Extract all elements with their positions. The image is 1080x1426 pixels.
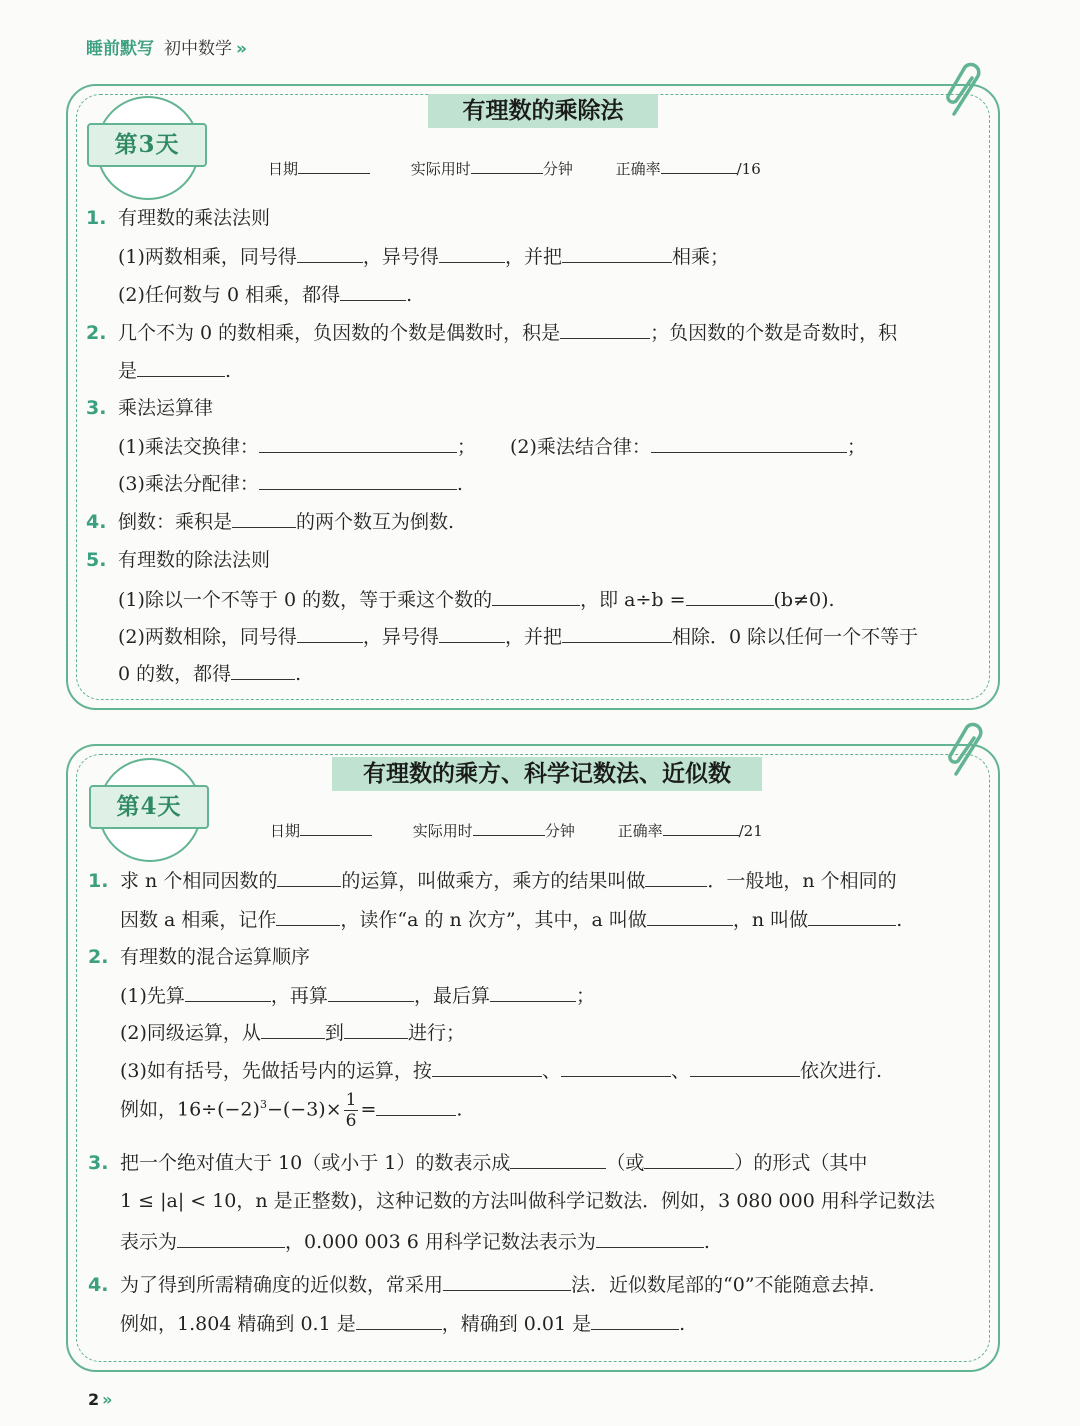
accuracy-field[interactable]: [663, 821, 739, 836]
chevron-icon: »: [236, 39, 247, 59]
question-2-part-3: (3)如有括号，先做括号内的运算，按 、 、 依次进行.: [120, 1060, 882, 1082]
answer-blank[interactable]: [510, 1150, 606, 1169]
answer-blank[interactable]: [432, 1058, 542, 1077]
answer-blank[interactable]: [340, 282, 406, 301]
question-5: 5. 有理数的除法法则: [86, 549, 271, 571]
day-badge-label: 第3天: [87, 123, 207, 167]
answer-blank[interactable]: [259, 471, 457, 490]
progress-row: 日期 实际用时 分钟 正确率 /21: [270, 822, 763, 840]
answer-blank[interactable]: [297, 244, 363, 263]
answer-blank[interactable]: [490, 983, 576, 1002]
progress-row: 日期 实际用时 分钟 正确率 /16: [268, 160, 761, 178]
header-brand: 睡前默写: [86, 39, 154, 59]
answer-blank[interactable]: [562, 244, 672, 263]
question-2-part-2: (2)同级运算，从 到 进行；: [120, 1022, 465, 1044]
day-badge: [89, 758, 209, 858]
question-3-part-3: (3)乘法分配律： .: [118, 473, 463, 495]
question-2-part-1: (1)先算 ，再算 ，最后算 ；: [120, 985, 595, 1007]
answer-blank[interactable]: [356, 1311, 442, 1330]
question-1: 1. 求 n 个相同因数的 的运算，叫做乘方，乘方的结果叫做 ．一般地，n 个相同的: [88, 870, 897, 892]
answer-blank[interactable]: [297, 624, 363, 643]
question-2: 2. 几个不为 0 的数相乘，负因数的个数是偶数时，积是 ；负因数的个数是奇数时，积: [86, 322, 898, 344]
accuracy-field[interactable]: [661, 159, 737, 174]
question-5-part-1: (1)除以一个不等于 0 的数，等于乘这个数的 ，即 a÷b = (b≠0).: [118, 589, 835, 611]
answer-blank[interactable]: [561, 1058, 671, 1077]
question-4: 4. 倒数：乘积是 的两个数互为倒数.: [86, 511, 455, 533]
answer-blank[interactable]: [808, 907, 896, 926]
answer-blank[interactable]: [596, 1229, 704, 1248]
chevron-icon: »: [102, 1390, 113, 1409]
question-3-cont-2: 表示为 ，0.000 003 6 用科学记数法表示为 .: [120, 1231, 710, 1253]
answer-blank[interactable]: [376, 1097, 456, 1116]
day-badge: [87, 96, 207, 196]
answer-blank[interactable]: [177, 1229, 285, 1248]
answer-blank[interactable]: [492, 587, 580, 606]
answer-blank[interactable]: [443, 1272, 571, 1291]
header-subject: 初中数学: [164, 39, 232, 59]
answer-blank[interactable]: [328, 983, 414, 1002]
day-badge-label: 第4天: [89, 785, 209, 829]
answer-blank[interactable]: [276, 907, 340, 926]
answer-blank[interactable]: [651, 434, 847, 453]
answer-blank[interactable]: [137, 358, 225, 377]
question-1: 1. 有理数的乘法法则: [86, 207, 271, 229]
question-1-cont: 因数 a 相乘，记作 ，读作“a 的 n 次方”，其中，a 叫做 ，n 叫做 .: [120, 909, 903, 931]
question-3-cont: 1 ≤ |a| < 10，n 是正整数)，这种记数的方法叫做科学记数法．例如，3 080 000 用科学记数法: [120, 1190, 935, 1212]
answer-blank[interactable]: [645, 868, 707, 887]
answer-blank[interactable]: [562, 624, 672, 643]
question-2-example: 例如，$16\div(-2)^3-(-3)\times$ $\frac{1}{6}$ = .: [120, 1090, 463, 1131]
answer-blank[interactable]: [259, 434, 457, 453]
answer-blank[interactable]: [277, 868, 341, 887]
answer-blank[interactable]: [560, 320, 650, 339]
question-5-part-2-cont: 0 的数，都得 .: [118, 663, 302, 685]
card2-title: 有理数的乘方、科学记数法、近似数: [332, 757, 762, 791]
answer-blank[interactable]: [439, 244, 505, 263]
answer-blank[interactable]: [686, 587, 774, 606]
question-3-part-1: (1)乘法交换律： ； (2)乘法结合律： ；: [118, 436, 866, 458]
question-1-part-1: (1)两数相乘，同号得 ，异号得 ，并把 相乘；: [118, 246, 729, 268]
answer-blank[interactable]: [647, 907, 733, 926]
answer-blank[interactable]: [231, 661, 295, 680]
question-4-cont: 例如，1.804 精确到 0.1 是 ，精确到 0.01 是 .: [120, 1313, 686, 1335]
page-number: 2 »: [88, 1390, 113, 1409]
answer-blank[interactable]: [261, 1020, 325, 1039]
question-1-part-2: (2)任何数与 0 相乘，都得 .: [118, 284, 413, 306]
answer-blank[interactable]: [690, 1058, 800, 1077]
time-field[interactable]: [473, 821, 545, 836]
question-4: 4. 为了得到所需精确度的近似数，常采用 法．近似数尾部的“0”不能随意去掉.: [88, 1274, 875, 1296]
answer-blank[interactable]: [232, 509, 296, 528]
paperclip-icon: [944, 720, 990, 782]
answer-blank[interactable]: [644, 1150, 734, 1169]
question-2-cont: 是 .: [118, 360, 232, 382]
date-field[interactable]: [300, 821, 372, 836]
page-header: [86, 34, 247, 59]
card1-title: 有理数的乘除法: [428, 94, 658, 128]
answer-blank[interactable]: [185, 983, 271, 1002]
paperclip-icon: [942, 60, 988, 122]
time-field[interactable]: [471, 159, 543, 174]
fraction: $\frac{1}{6}$: [345, 1090, 357, 1131]
question-5-part-2: (2)两数相除，同号得 ，异号得 ，并把 相除．0 除以任何一个不等于: [118, 626, 919, 648]
date-field[interactable]: [298, 159, 370, 174]
question-3: 3. 把一个绝对值大于 10（或小于 1）的数表示成 （或 ）的形式（其中: [88, 1152, 868, 1174]
answer-blank[interactable]: [439, 624, 505, 643]
answer-blank[interactable]: [344, 1020, 408, 1039]
question-2: 2. 有理数的混合运算顺序: [88, 946, 311, 968]
question-3: 3. 乘法运算律: [86, 397, 214, 419]
answer-blank[interactable]: [591, 1311, 679, 1330]
